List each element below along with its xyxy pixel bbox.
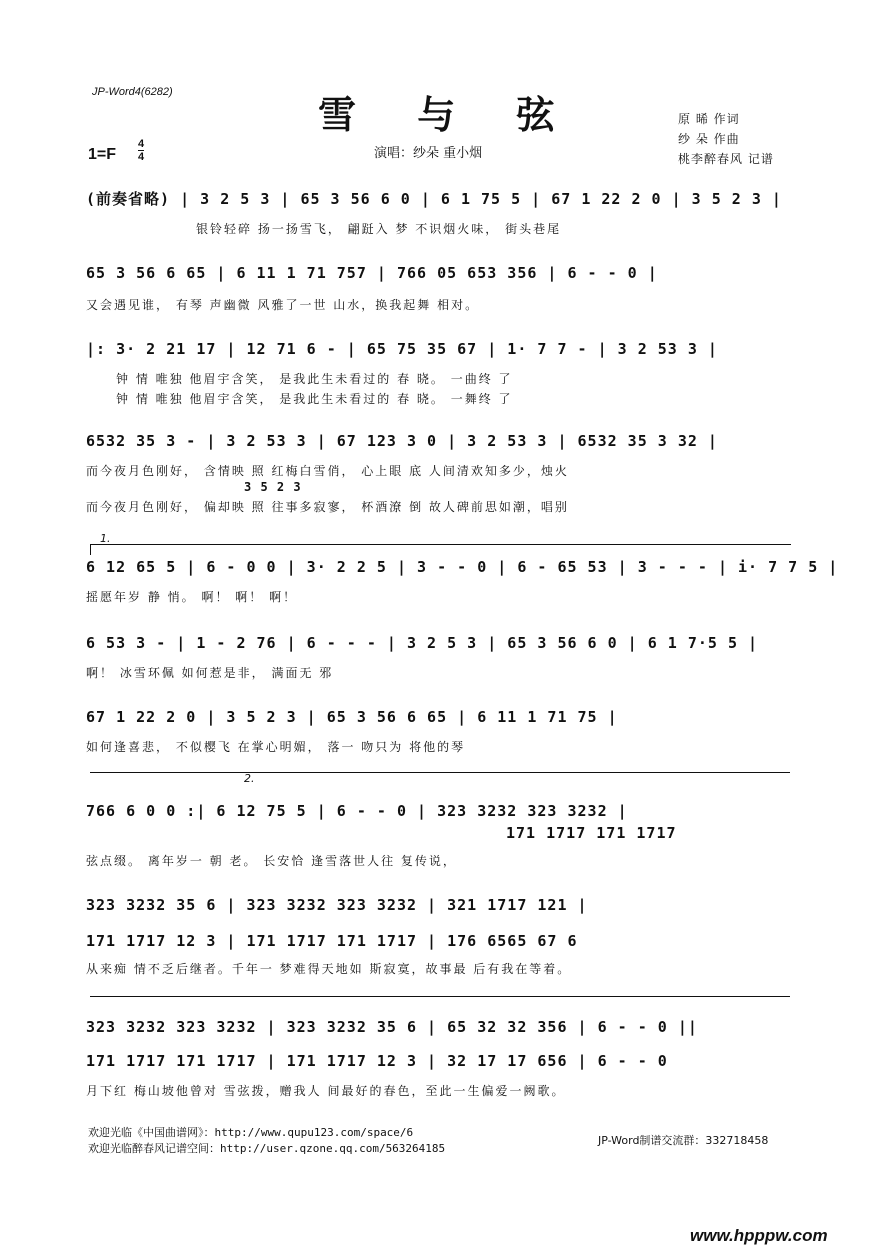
- time-signature: [138, 138, 144, 163]
- transcriber-credit: 桃李醉春风 记谱: [678, 152, 774, 166]
- lyrics-verse-1: 而今夜月色刚好， 含情映 照 红梅白雪俏， 心上眼 底 人间清欢知多少，烛火: [86, 464, 569, 478]
- notation: 67 1 22 2 0 | 3 5 2 3 | 65 3 56 6 65 | 6 11 1 71 75 |: [86, 708, 618, 726]
- first-ending-label: 1.: [100, 532, 111, 545]
- source-label: JP-Word4(6282): [92, 86, 173, 98]
- lyricist-credit: 原 晞 作词: [678, 112, 740, 126]
- alternate-notes: 3 5 2 3: [244, 480, 302, 494]
- lyrics-verse: 又会遇见谁， 有琴 声幽微 风雅了一世 山水，换我起舞 相对。: [86, 298, 480, 312]
- notation: |: 3· 2 21 17 | 12 71 6 - | 65 75 35 67 | 1· 7 7 - | 3 2 53 3 |: [86, 340, 718, 358]
- notation: 6 53 3 - | 1 - 2 76 | 6 - - - | 3 2 5 3 | 65 3 56 6 0 | 6 1 7·5 5 |: [86, 634, 759, 652]
- lyrics-verse: 啊！ 冰雪环佩 如何惹是非， 满面无 邪: [86, 666, 334, 680]
- lyrics-verse: 摇愿年岁 静 悄。 啊！ 啊！ 啊！: [86, 590, 298, 604]
- meter-top: 4: [138, 138, 145, 150]
- lower-voice-notes: 171 1717 12 3 | 171 1717 171 1717 | 176 6565 67 6: [86, 932, 578, 950]
- section-divider: [90, 772, 790, 773]
- lyrics-verse-2: 钟 情 唯独 他眉宇含笑， 是我此生未看过的 春 晓。 一舞终 了: [116, 392, 513, 406]
- qq-group-label: JP-Word制谱交流群：332718458: [598, 1134, 769, 1147]
- notation: 6532 35 3 - | 3 2 53 3 | 67 123 3 0 | 3 2 53 3 | 6532 35 3 32 |: [86, 432, 718, 450]
- meter-bottom: 4: [138, 151, 145, 163]
- second-ending-label: 2.: [244, 772, 255, 785]
- notation: 766 6 0 0 :| 6 12 75 5 | 6 - - 0 | 323 3232 323 3232 |: [86, 802, 628, 820]
- footer-link-qzone[interactable]: 欢迎光临醉春风记谱空间：http://user.qzone.qq.com/563264185: [88, 1142, 446, 1155]
- first-ending-bracket: [90, 544, 791, 555]
- lower-voice-notes: 171 1717 171 1717 | 171 1717 12 3 | 32 17 17 656 | 6 - - 0: [86, 1052, 668, 1070]
- notation: 6 12 65 5 | 6 - 0 0 | 3· 2 2 5 | 3 - - 0 | 6 - 65 53 | 3 - - - | i· 7 7 5 |: [86, 558, 839, 576]
- singer-credit: 演唱：纱朵 重小烟: [374, 146, 483, 161]
- lyrics-verse: 弦点缀。 离年岁一 朝 老。 长安恰 逢雪落世人往 复传说，: [86, 854, 457, 868]
- lyrics-verse: 月下红 梅山坡他曾对 雪弦拨，赠我人 间最好的春色，至此一生偏爱一阙歌。: [86, 1084, 566, 1098]
- lyrics-verse: 如何逢喜悲， 不似樱飞 在掌心明媚， 落一 吻只为 将他的琴: [86, 740, 466, 754]
- lyrics-verse-1: 钟 情 唯独 他眉宇含笑， 是我此生未看过的 春 晓。 一曲终 了: [116, 372, 513, 386]
- song-title: 雪 与 弦: [318, 93, 579, 137]
- notation: 65 3 56 6 65 | 6 11 1 71 757 | 766 05 653 356 | 6 - - 0 |: [86, 264, 658, 282]
- key-signature: 1=F: [88, 146, 117, 163]
- section-divider: [90, 996, 790, 997]
- lyrics-verse: 银铃轻碎 扬一扬雪飞， 翩跹入 梦 不识烟火味， 街头巷尾: [196, 222, 562, 236]
- lyrics-verse: 从来痴 情不乏后继者。千年一 梦难得天地如 斯寂寞，故事最 后有我在等着。: [86, 962, 572, 976]
- watermark-site: www.hpppw.com: [690, 1226, 828, 1245]
- lyrics-verse-2: 而今夜月色刚好， 偏却映 照 往事多寂寥， 杯酒潦 倒 故人碑前思如潮，唱别: [86, 500, 569, 514]
- upper-voice-notes: 323 3232 35 6 | 323 3232 323 3232 | 321 1717 121 |: [86, 896, 588, 914]
- footer-link-qupu[interactable]: 欢迎光临《中国曲谱网》：http://www.qupu123.com/space/6: [88, 1126, 414, 1139]
- lower-voice-notes: 171 1717 171 1717: [506, 824, 677, 842]
- composer-credit: 纱 朵 作曲: [678, 132, 740, 146]
- upper-voice-notes: 323 3232 323 3232 | 323 3232 35 6 | 65 32 32 356 | 6 - - 0 ||: [86, 1018, 698, 1036]
- notation: (前奏省略) | 3 2 5 3 | 65 3 56 6 0 | 6 1 75 5 | 67 1 22 2 0 | 3 5 2 3 |: [86, 190, 782, 208]
